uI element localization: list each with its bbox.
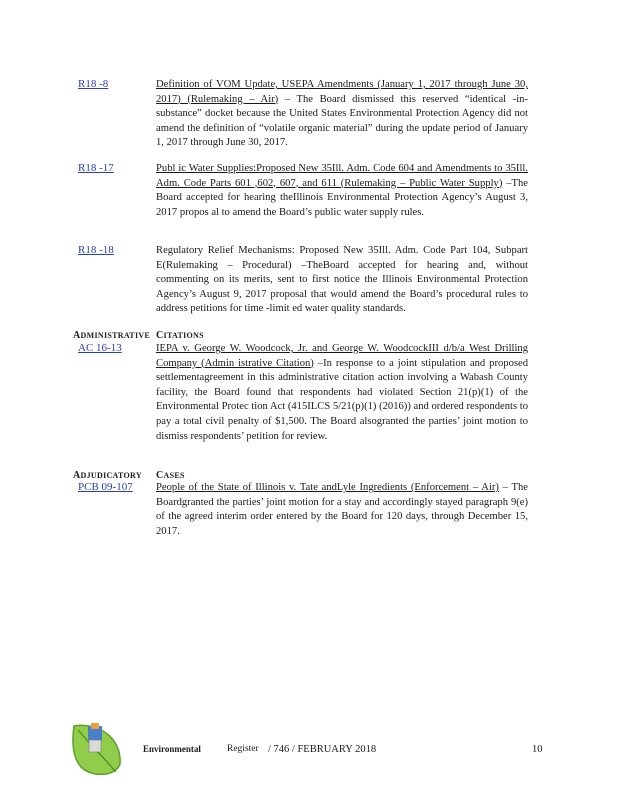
entry-text: –In response to a joint stipulation and proposed settlementagreement in this administrative citation action involving a Wabash County facility, the Board found that respondents had violated Section 21(p)(1) of the Environmental Protec tion Act (415ILCS 5/21(p)(1) (2016)) and ordered respondents to pay a total civil penalty of $1,500. The Board alsogranted the parties’ joint motion to dismiss respondents’ petition for review. xyxy=(156,357,528,442)
entry-title: Definition of VOM Update, USEPA Amendments (January 1, 2017 through June 30, 2017) (Rulemaking – Air) xyxy=(156,79,528,105)
page-footer xyxy=(0,720,618,780)
footer-issue: / 746 / FEBRUARY 2018 xyxy=(268,744,377,755)
entry-title: IEPA v. George W. Woodcock, Jr. and George W. WoodcockIII d/b/a West Drilling Company (Admin istrative Citation) xyxy=(156,343,528,369)
entry-body xyxy=(156,244,528,317)
entry-body xyxy=(156,162,528,220)
entry-body xyxy=(156,78,528,151)
entry-text: – The Boardgranted the parties’ joint motion for a stay and accordingly stayed paragraph 9(e) of the agreed interim order entered by the Board for 120 days, through December 15, 2017. xyxy=(156,482,528,537)
docket-link[interactable]: AC 16-13 xyxy=(78,342,122,354)
entry-text: – The Board dismissed this reserved “identical -in-substance” docket because the United States Environmental Protection Agency did not amend the definition of “volatile organic material” during the update period of January 1, 2017 through June 30, 2017. xyxy=(156,93,528,149)
docket-link[interactable]: R18 -18 xyxy=(78,244,114,256)
entry-text: –The Board accepted for hearing theIllinois Environmental Protection Agency’s August 3, 2017 propos al to amend the Board’s public water supply rules. xyxy=(156,177,528,218)
entry-body xyxy=(156,481,528,539)
docket-link[interactable]: R18 -8 xyxy=(78,78,109,90)
entry-title: People of the State of Illinois v. Tate andLyle Ingredients (Enforcement – Air) xyxy=(156,482,499,493)
leaf-logo-icon xyxy=(70,720,126,778)
footer-publication-name: Environmental xyxy=(143,744,201,754)
docket-link[interactable]: PCB 09-107 xyxy=(78,481,133,493)
entry-text: Regulatory Relief Mechanisms: Proposed New 35Ill. Adm. Code Part 104, Subpart E(Rulemaking – Procedural) –TheBoard accepted for hearing and, without commenting on its merits, sent to first notice the Illinois Environmental Protection Agency’s August 9, 2017 proposal that would amend the Board’s procedural rules to address petitions for time -limit ed water quality standards. xyxy=(156,245,528,315)
section-heading-adjudicatory-cases: ADJUDICATORY CASES xyxy=(73,470,185,481)
entry-body xyxy=(156,342,528,444)
entry-title: Publ ic Water Supplies:Proposed New 35Ill. Adm. Code 604 and Amendments to 35Ill. Adm. Code Parts 601 ,602, 607, and 611 (Rulemaking – Public Water Supply) xyxy=(156,163,528,189)
docket-link[interactable]: R18 -17 xyxy=(78,162,114,174)
section-heading-administrative-citations: ADMINISTRATIVE CITATIONS xyxy=(73,330,204,341)
footer-register-label: Register xyxy=(227,744,259,754)
page-number: 10 xyxy=(532,744,543,755)
